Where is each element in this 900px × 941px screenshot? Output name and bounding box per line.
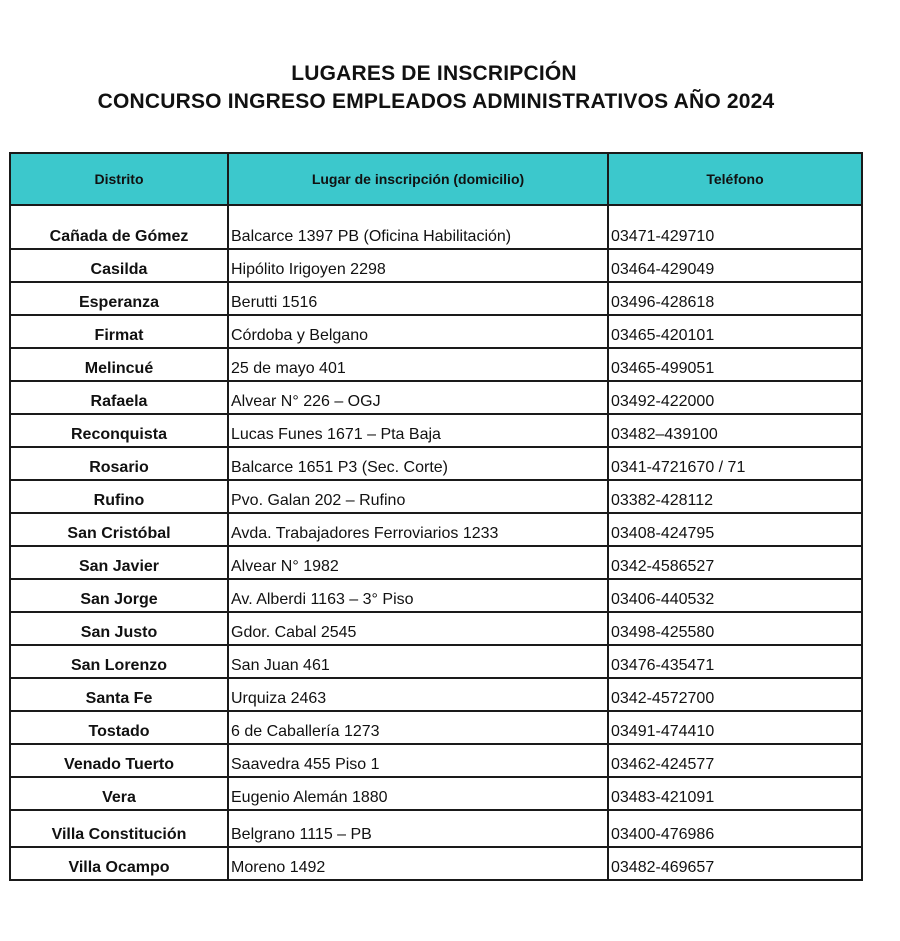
district-cell: [10, 513, 228, 546]
district-cell-text: Santa Fe: [85, 690, 153, 707]
place-cell-text: Moreno 1492: [231, 859, 326, 876]
phone-cell-text: 03465-420101: [611, 327, 715, 344]
phone-cell: [608, 447, 862, 480]
phone-cell-text: 03465-499051: [611, 360, 715, 377]
phone-cell: [608, 612, 862, 645]
table-row: [10, 645, 862, 678]
phone-cell-text: 03496-428618: [611, 294, 715, 311]
page-title: LUGARES DE INSCRIPCIÓN: [291, 62, 577, 85]
phone-cell: [608, 315, 862, 348]
table-row: [10, 678, 862, 711]
district-cell: [10, 249, 228, 282]
table-row: [10, 282, 862, 315]
district-cell-text: Tostado: [88, 723, 150, 740]
column-header-place: Lugar de inscripción (domicilio): [228, 153, 608, 205]
place-cell-text: Hipólito Irigoyen 2298: [231, 261, 386, 278]
place-cell-text: Alvear N° 1982: [231, 558, 339, 575]
district-cell: [10, 348, 228, 381]
place-cell-text: Balcarce 1397 PB (Oficina Habilitación): [231, 228, 512, 245]
phone-cell-text: 03462-424577: [611, 756, 715, 773]
table-body: [10, 205, 862, 880]
district-cell: [10, 579, 228, 612]
phone-cell: [608, 711, 862, 744]
phone-cell: [608, 348, 862, 381]
phone-cell-text: 03476-435471: [611, 657, 715, 674]
district-cell-text: Reconquista: [70, 426, 167, 443]
place-cell: [228, 810, 608, 847]
phone-cell-text: 03408-424795: [611, 525, 715, 542]
table-row: [10, 205, 862, 249]
place-cell: [228, 348, 608, 381]
phone-cell: [608, 777, 862, 810]
phone-cell-text: 03471-429710: [611, 228, 715, 245]
page-subtitle: CONCURSO INGRESO EMPLEADOS ADMINISTRATIVOS AÑO 2024: [97, 90, 775, 113]
phone-cell: [608, 282, 862, 315]
district-cell-text: Melincué: [84, 360, 154, 377]
place-cell: [228, 711, 608, 744]
district-cell-text: Vera: [102, 789, 136, 806]
place-cell: [228, 414, 608, 447]
district-cell: [10, 744, 228, 777]
district-cell: [10, 711, 228, 744]
table-row: [10, 381, 862, 414]
district-cell: [10, 414, 228, 447]
district-cell-text: Casilda: [90, 261, 148, 278]
district-cell-text: San Cristóbal: [67, 525, 171, 542]
district-cell: [10, 777, 228, 810]
phone-cell: [608, 513, 862, 546]
place-cell-text: Belgrano 1115 – PB: [231, 826, 372, 843]
district-cell: [10, 810, 228, 847]
phone-cell-text: 03483-421091: [611, 789, 715, 806]
place-cell-text: Av. Alberdi 1163 – 3° Piso: [231, 591, 414, 608]
phone-cell: [608, 249, 862, 282]
district-cell-text: Villa Constitución: [51, 826, 187, 843]
phone-cell-text: 0342-4572700: [611, 690, 715, 707]
district-cell: [10, 447, 228, 480]
phone-cell: [608, 414, 862, 447]
district-cell: [10, 546, 228, 579]
phone-cell: [608, 579, 862, 612]
place-cell: [228, 744, 608, 777]
district-cell: [10, 282, 228, 315]
place-cell-text: Alvear N° 226 – OGJ: [231, 393, 381, 410]
table-row: [10, 447, 862, 480]
phone-cell-text: 03498-425580: [611, 624, 715, 641]
place-cell: [228, 579, 608, 612]
place-cell: [228, 205, 608, 249]
phone-cell: [608, 546, 862, 579]
place-cell-text: Córdoba y Belgano: [231, 327, 368, 344]
registration-places-table: [9, 152, 863, 881]
place-cell: [228, 546, 608, 579]
place-cell: [228, 678, 608, 711]
phone-cell: [608, 744, 862, 777]
phone-cell-text: 03400-476986: [611, 826, 715, 843]
phone-cell-text: 03482–439100: [611, 426, 718, 443]
place-cell-text: Avda. Trabajadores Ferroviarios 1233: [231, 525, 499, 542]
table-row: [10, 579, 862, 612]
table-row: [10, 810, 862, 847]
phone-cell-text: 0341-4721670 / 71: [611, 459, 746, 476]
district-cell-text: Venado Tuerto: [64, 756, 174, 773]
place-cell: [228, 847, 608, 880]
district-cell-text: Firmat: [94, 327, 144, 344]
phone-cell-text: 03491-474410: [611, 723, 715, 740]
district-cell: [10, 645, 228, 678]
district-cell-text: Esperanza: [78, 294, 160, 311]
district-cell: [10, 847, 228, 880]
district-cell-text: San Jorge: [80, 591, 158, 608]
table-header-row: [10, 153, 862, 205]
place-cell-text: Lucas Funes 1671 – Pta Baja: [231, 426, 441, 443]
place-cell: [228, 315, 608, 348]
district-cell-text: Rufino: [93, 492, 145, 509]
phone-cell: [608, 381, 862, 414]
phone-cell: [608, 678, 862, 711]
district-cell: [10, 381, 228, 414]
phone-cell: [608, 810, 862, 847]
district-cell-text: San Lorenzo: [70, 657, 167, 674]
place-cell-text: 6 de Caballería 1273: [231, 723, 380, 740]
table-row: [10, 744, 862, 777]
place-cell-text: Urquiza 2463: [231, 690, 327, 707]
place-cell: [228, 513, 608, 546]
place-cell-text: Saavedra 455 Piso 1: [231, 756, 380, 773]
table-row: [10, 348, 862, 381]
place-cell: [228, 249, 608, 282]
district-cell-text: San Javier: [78, 558, 160, 575]
district-cell-text: Rafaela: [90, 393, 148, 410]
district-cell-text: Cañada de Gómez: [49, 228, 189, 245]
place-cell: [228, 447, 608, 480]
phone-cell: [608, 205, 862, 249]
table-row: [10, 513, 862, 546]
place-cell-text: Berutti 1516: [231, 294, 318, 311]
place-cell: [228, 480, 608, 513]
district-cell-text: Rosario: [89, 459, 149, 476]
table-row: [10, 249, 862, 282]
place-cell: [228, 381, 608, 414]
column-header-phone: Teléfono: [608, 153, 862, 205]
phone-cell: [608, 480, 862, 513]
phone-cell-text: 0342-4586527: [611, 558, 715, 575]
phone-cell-text: 03492-422000: [611, 393, 715, 410]
phone-cell: [608, 847, 862, 880]
place-cell-text: 25 de mayo 401: [231, 360, 346, 377]
table-row: [10, 414, 862, 447]
place-cell: [228, 645, 608, 678]
table-header: [10, 153, 862, 205]
district-cell-text: Villa Ocampo: [68, 859, 170, 876]
table-row: [10, 315, 862, 348]
place-cell-text: Balcarce 1651 P3 (Sec. Corte): [231, 459, 448, 476]
place-cell-text: San Juan 461: [231, 657, 330, 674]
place-cell: [228, 612, 608, 645]
district-cell: [10, 480, 228, 513]
column-header-district: Distrito: [10, 153, 228, 205]
district-cell: [10, 315, 228, 348]
phone-cell-text: 03406-440532: [611, 591, 715, 608]
place-cell: [228, 282, 608, 315]
place-cell-text: Pvo. Galan 202 – Rufino: [231, 492, 406, 509]
table-row: [10, 847, 862, 880]
place-cell-text: Eugenio Alemán 1880: [231, 789, 388, 806]
table-row: [10, 612, 862, 645]
phone-cell-text: 03382-428112: [611, 492, 714, 509]
table-row: [10, 480, 862, 513]
place-cell-text: Gdor. Cabal 2545: [231, 624, 357, 641]
table-row: [10, 711, 862, 744]
place-cell: [228, 777, 608, 810]
phone-cell-text: 03464-429049: [611, 261, 715, 278]
table-row: [10, 777, 862, 810]
phone-cell: [608, 645, 862, 678]
phone-cell-text: 03482-469657: [611, 859, 715, 876]
district-cell: [10, 678, 228, 711]
document-header: [0, 60, 900, 116]
district-cell-text: San Justo: [80, 624, 158, 641]
district-cell: [10, 612, 228, 645]
table-row: [10, 546, 862, 579]
district-cell: [10, 205, 228, 249]
